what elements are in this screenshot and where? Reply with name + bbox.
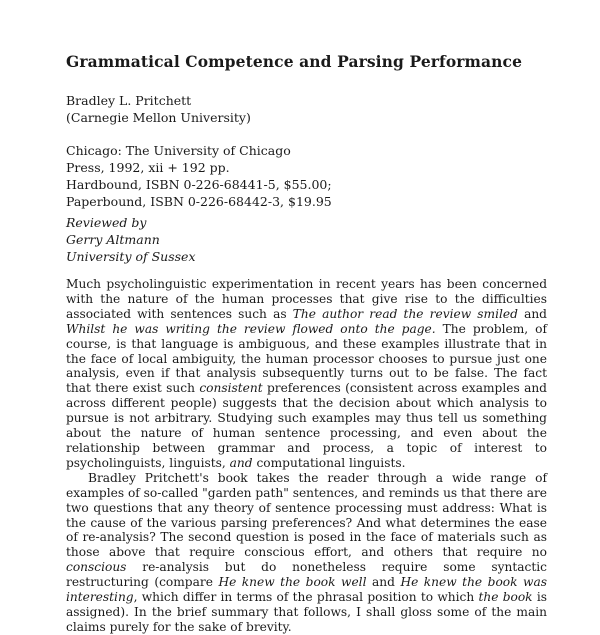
review-body [66, 277, 547, 635]
publication-block [66, 142, 332, 210]
body-paragraph-2 [66, 471, 547, 635]
p1-text-1: Much psycholinguistic experimentation in recent years has been concerned with the nature of the human processes that give rise to the difficulties associated with sentences such as [66, 277, 547, 321]
p2-emphasis-1: conscious [66, 560, 127, 575]
author-affiliation: (Carnegie Mellon University) [66, 110, 251, 125]
p2-text-1: Bradley Pritchett's book takes the reader through a wide range of examples of so-called "garden path" sentences, and reminds us that there are two questions that any theory of sentence processing must address: What is the cause of the various parsing preferences? And what determines the ease of re-analysis? The second question is posed in the face of materials such as those above that require conscious effort, and others that require no [66, 470, 548, 560]
reviewer-label: Reviewed by [66, 215, 147, 230]
p1-text-2: and [517, 306, 547, 321]
p2-text-3: and [366, 575, 401, 590]
p1-text-3: The problem, of course, is that language is ambiguous, and these examples illustrate that in the face of local ambiguity, the human processor chooses to pursue just one analysis, even if that analysis subsequently turns out to be false. The fact that there exist such [66, 321, 547, 396]
publisher: Chicago: The University of Chicago [66, 143, 291, 158]
p1-example-1: The author read the review smiled [292, 306, 518, 321]
paperbound-info: Paperbound, ISBN 0-226-68442-3, $19.95 [66, 194, 332, 209]
p1-emphasis-1: consistent [199, 381, 263, 396]
p2-emphasis-2: the book [478, 590, 533, 605]
reviewer-block [66, 214, 196, 265]
p2-example-1: He knew the book well [218, 575, 367, 590]
review-title: Grammatical Competence and Parsing Performance [66, 52, 523, 71]
p2-text-4: , which differ in terms of the phrasal position to which [133, 590, 479, 605]
author-block [66, 92, 251, 126]
p1-example-2: Whilst he was writing the review flowed onto the page. [66, 321, 436, 336]
p1-emphasis-2: and [229, 455, 253, 470]
reviewer-name: Gerry Altmann [66, 232, 160, 247]
p2-text-2: re-analysis but do nonetheless require some syntactic restructuring (compare [66, 560, 547, 590]
p1-text-4: preferences (consistent across examples and across different people) suggests that the decision about which analysis to pursue is not arbitrary. Studying such examples may thus tell us something about the nature of human sentence processing, and even about the relationship between grammar and process, a topic of interest to psycholinguists, linguists, [66, 381, 547, 470]
p2-text-5: is assigned). In the brief summary that follows, I shall gloss some of the main claims purely for the sake of brevity. [66, 590, 547, 634]
body-paragraph-1 [66, 277, 547, 471]
press-line: Press, 1992, xii + 192 pp. [66, 160, 230, 175]
p1-text-5: computational linguists. [252, 455, 406, 470]
author-name: Bradley L. Pritchett [66, 93, 192, 108]
p2-example-2: He knew the book was interesting [66, 575, 547, 605]
hardbound-info: Hardbound, ISBN 0-226-68441-5, $55.00; [66, 177, 332, 192]
reviewer-affiliation: University of Sussex [66, 249, 196, 264]
